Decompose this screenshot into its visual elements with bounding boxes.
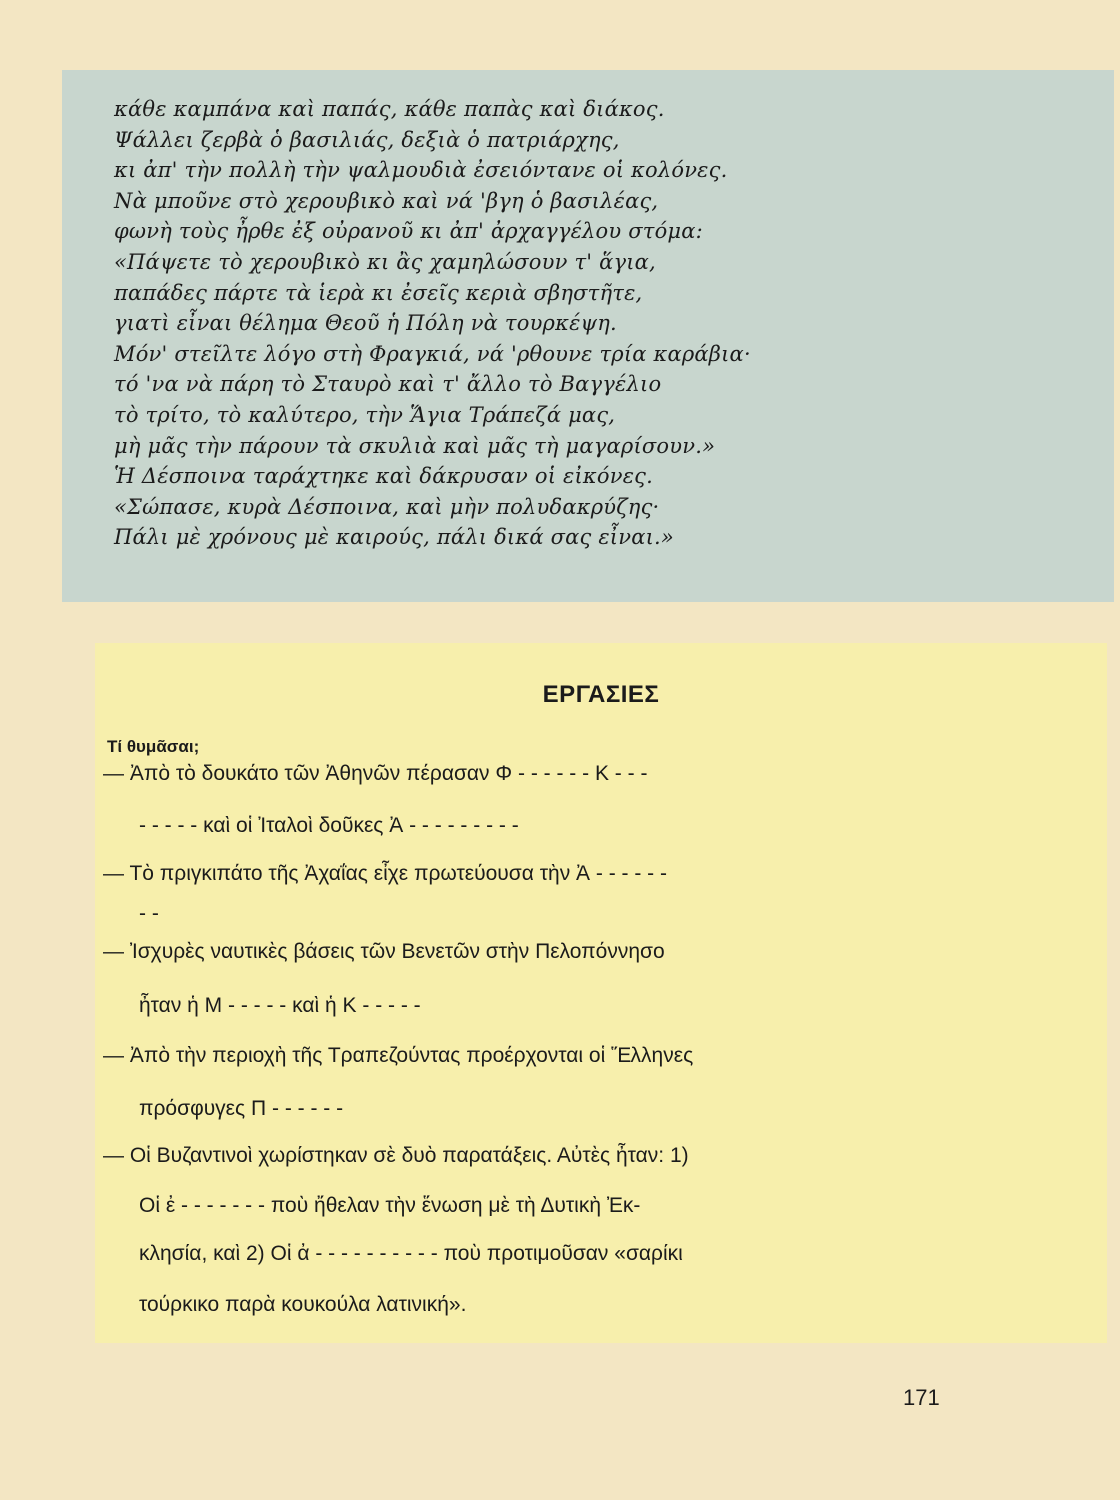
task-line: — Ἰσχυρὲς ναυτικὲς βάσεις τῶν Βενετῶν στὴν Πελοπόννησο: [103, 940, 665, 963]
poem-line: μὴ μᾶς τὴν πάρουν τὰ σκυλιὰ καὶ μᾶς τὴ μαγαρίσουν.»: [114, 433, 716, 458]
tasks-box: [95, 643, 1107, 1343]
poem-box: [62, 70, 1114, 602]
poem-line: «Σώπασε, κυρὰ Δέσποινα, καὶ μὴν πολυδακρύζης·: [114, 494, 660, 519]
task-line: - - - - - καὶ οἱ Ἰταλοὶ δοῦκες Ἀ - - - - - - - - -: [139, 814, 519, 837]
tasks-title: ΕΡΓΑΣΙΕΣ: [542, 681, 660, 708]
poem-line: κι ἀπ' τὴν πολλὴ τὴν ψαλμουδιὰ ἐσειόντανε οἱ κολόνες.: [114, 158, 728, 183]
poem-line: Ἡ Δέσποινα ταράχτηκε καὶ δάκρυσαν οἱ εἰκόνες.: [114, 464, 654, 489]
task-line: — Τὸ πριγκιπάτο τῆς Ἀχαΐας εἶχε πρωτεύουσα τὴν Ἀ - - - - - -: [103, 862, 668, 885]
tasks-subtitle: Τί θυμᾶσαι;: [107, 737, 200, 756]
poem-line: Μόν' στεῖλτε λόγο στὴ Φραγκιά, νά 'ρθουνε τρία καράβια·: [114, 341, 751, 366]
poem-line: κάθε καμπάνα καὶ παπάς, κάθε παπὰς καὶ διάκος.: [114, 97, 665, 121]
poem-line: «Πάψετε τὸ χερουβικὸ κι ἂς χαμηλώσουν τ' ἅγια,: [114, 249, 656, 274]
poem-line: γιατὶ εἶναι θέλημα Θεοῦ ἡ Πόλη νὰ τουρκέψη.: [114, 311, 617, 336]
task-line: — Οἱ Βυζαντινοὶ χωρίστηκαν σὲ δυὸ παρατάξεις. Αὐτὲς ἦταν: 1): [103, 1144, 689, 1167]
poem-line: Ψάλλει ζερβὰ ὁ βασιλιάς, δεξιὰ ὁ πατριάρχης,: [114, 127, 620, 152]
task-line: ἦταν ἡ Μ - - - - - καὶ ἡ Κ - - - - -: [139, 994, 421, 1017]
poem-line: τὸ τρίτο, τὸ καλύτερο, τὴν Ἅγια Τράπεζά μας,: [114, 402, 616, 427]
task-line: - -: [139, 902, 159, 925]
task-line: — Ἀπὸ τὴν περιοχὴ τῆς Τραπεζούντας προέρχονται οἱ Ἕλληνες: [103, 1044, 694, 1067]
task-line: κλησία, καὶ 2) Οἱ ἀ - - - - - - - - - - ποὺ προτιμοῦσαν «σαρίκι: [139, 1242, 683, 1265]
task-line: πρόσφυγες Π - - - - - -: [139, 1097, 344, 1120]
task-line: Οἱ ἐ - - - - - - - ποὺ ἤθελαν τὴν ἕνωση μὲ τὴ Δυτικὴ Ἐκ-: [139, 1194, 641, 1217]
task-line: — Ἀπὸ τὸ δουκάτο τῶν Ἀθηνῶν πέρασαν Φ - - - - - - Κ - - -: [103, 762, 648, 785]
poem-line: Νὰ μποῦνε στὸ χερουβικὸ καὶ νά 'βγη ὁ βασιλέας,: [114, 188, 659, 213]
page-number: 171: [903, 1385, 940, 1410]
poem-line: τό 'να νὰ πάρη τὸ Σταυρὸ καὶ τ' ἄλλο τὸ Βαγγέλιο: [114, 372, 662, 397]
poem-line: Πάλι μὲ χρόνους μὲ καιρούς, πάλι δικά σας εἶναι.»: [114, 525, 674, 550]
poem-line: φωνὴ τοὺς ἦρθε ἐξ οὐρανοῦ κι ἀπ' ἀρχαγγέλου στόμα:: [114, 219, 703, 244]
task-line: τούρκικο παρὰ κουκούλα λατινική».: [139, 1293, 467, 1316]
poem-line: παπάδες πάρτε τὰ ἱερὰ κι ἐσεῖς κεριὰ σβηστῆτε,: [114, 280, 643, 305]
